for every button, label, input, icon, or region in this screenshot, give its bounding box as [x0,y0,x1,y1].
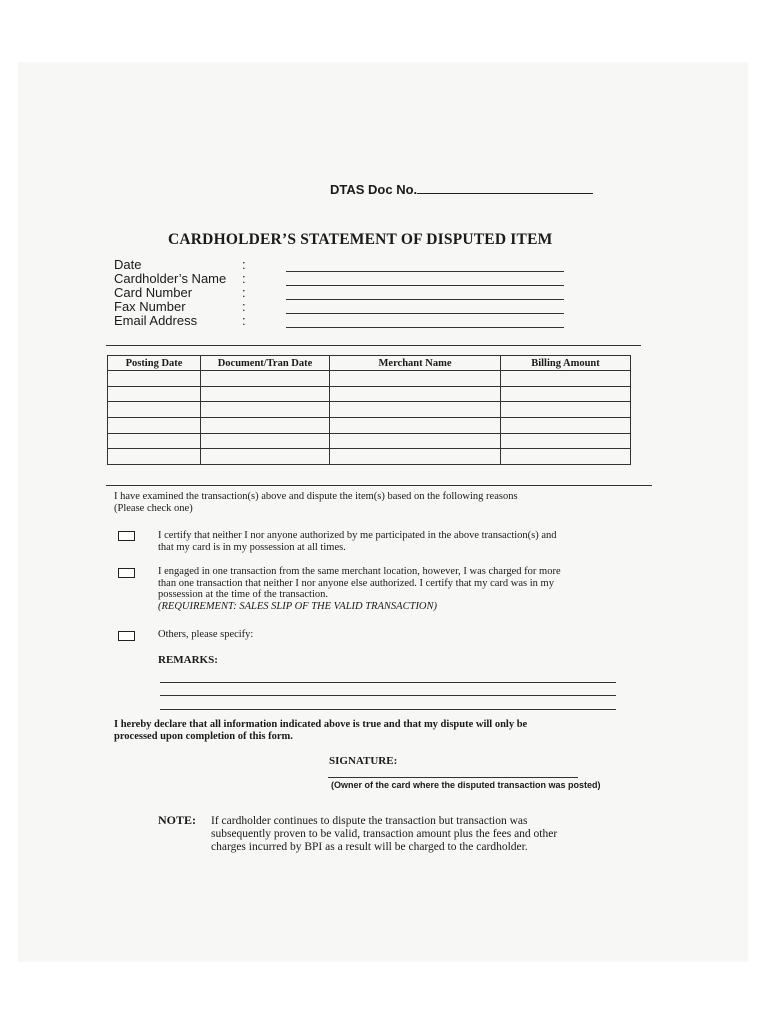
column-header: Merchant Name [330,356,501,371]
remarks-line[interactable] [160,709,616,710]
table-cell[interactable] [108,371,201,387]
requirement-note: (REQUIREMENT: SALES SLIP OF THE VALID TRANSACTION) [158,600,438,612]
doc-no-row [330,181,593,197]
form-title: CARDHOLDER’S STATEMENT OF DISPUTED ITEM [168,231,553,248]
table-cell[interactable] [108,386,201,402]
card-number-label: Card Number [114,285,193,300]
table-cell[interactable] [108,402,201,418]
table-row [108,433,631,449]
table-row [108,417,631,433]
table-cell[interactable] [201,402,330,418]
date-label: Date [114,257,142,272]
table-cell[interactable] [201,417,330,433]
fax-number-field[interactable] [286,313,564,314]
section-divider [106,485,652,486]
signature-label: SIGNATURE: [329,755,398,767]
table-cell[interactable] [330,433,501,449]
table-cell[interactable] [330,386,501,402]
option-checkbox-no-participation[interactable] [118,531,135,541]
date-field[interactable] [286,271,564,272]
table-cell[interactable] [201,386,330,402]
table-row [108,371,631,387]
table-cell[interactable] [330,371,501,387]
table-cell[interactable] [501,371,631,387]
option-checkbox-multiple-charges[interactable] [118,568,135,578]
intro-text: I have examined the transaction(s) above and dispute the item(s) based on the following reasons (Please check one) [114,491,518,514]
declaration-text: I hereby declare that all information indicated above is true and that my dispute will only be processed upon completion of this form. [114,719,528,742]
column-header: Billing Amount [501,356,631,371]
table-cell[interactable] [108,449,201,465]
note-text: If cardholder continues to dispute the transaction but transaction was subsequently proven to be valid, transaction amount plus the fees and other charges incurred by BPI as a result will be charged to the cardholder. [211,815,558,853]
table-row [108,449,631,465]
remarks-label: REMARKS: [158,654,218,666]
table-header-row [108,356,631,371]
fax-number-label: Fax Number [114,299,186,314]
transactions-table [107,355,631,465]
option-text-others: Others, please specify: [158,629,254,640]
option-text-no-participation: I certify that neither I nor anyone authorized by me participated in the above transaction(s) and that my card is in my possession at all times. [158,530,557,553]
table-cell[interactable] [501,386,631,402]
card-number-field[interactable] [286,299,564,300]
table-cell[interactable] [501,449,631,465]
email-address-label: Email Address [114,313,198,328]
table-cell[interactable] [501,417,631,433]
table-cell[interactable] [330,402,501,418]
table-cell[interactable] [108,433,201,449]
table-cell[interactable] [201,371,330,387]
table-cell[interactable] [201,433,330,449]
remarks-line[interactable] [160,682,616,683]
cardholder-name-field[interactable] [286,285,564,286]
doc-no-label: DTAS Doc No. [330,182,418,197]
table-cell[interactable] [501,402,631,418]
table-row [108,386,631,402]
table-cell[interactable] [330,449,501,465]
table-row [108,402,631,418]
option-text-multiple-charges: I engaged in one transaction from the same merchant location, however, I was charged for more than one transaction that neither I nor anyone else authorized. I certify that my card was in my possession at the time of the transaction. (REQUIREMENT: SALES SLIP OF THE VALID TRANSACTION) [158,566,561,612]
signature-line[interactable] [328,777,578,778]
table-cell[interactable] [501,433,631,449]
cardholder-name-label: Cardholder’s Name [114,271,227,286]
signature-note: (Owner of the card where the disputed transaction was posted) [331,780,601,790]
note-label: NOTE: [158,813,197,827]
option-checkbox-others[interactable] [118,631,135,641]
table-cell[interactable] [201,449,330,465]
email-address-field[interactable] [286,327,564,328]
section-divider [106,345,641,346]
doc-no-field[interactable] [417,181,593,194]
table-cell[interactable] [330,417,501,433]
column-header: Posting Date [108,356,201,371]
column-header: Document/Tran Date [201,356,330,371]
remarks-line[interactable] [160,695,616,696]
table-cell[interactable] [108,417,201,433]
